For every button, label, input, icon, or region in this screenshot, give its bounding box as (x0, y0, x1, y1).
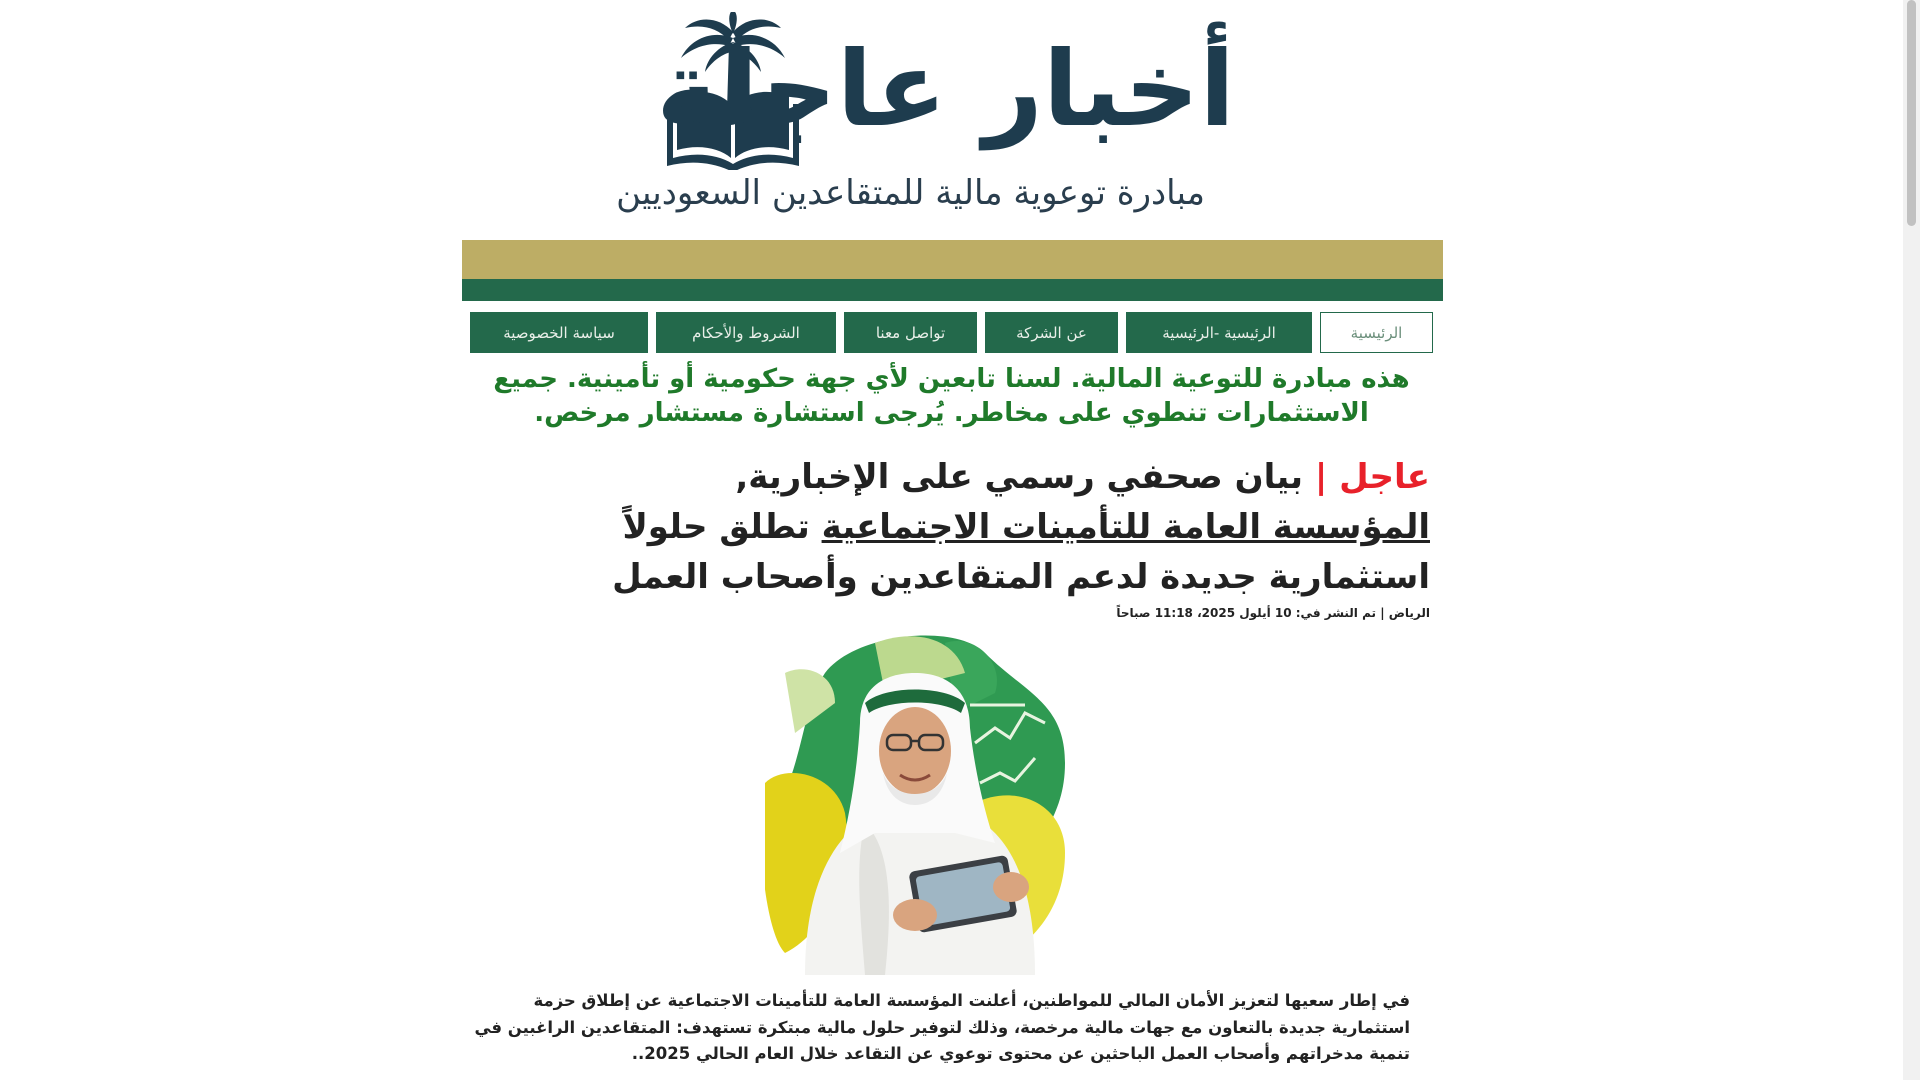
disclaimer-text: هذه مبادرة للتوعية المالية. لسنا تابعين لأي جهة حكومية أو تأمينية. جميع الاستثمارات تنطوي على مخاطر. يُرجى استشارة مستشار مرخص. (493, 364, 1410, 428)
main-nav (470, 312, 1433, 353)
nav-home-main[interactable]: الرئيسية -الرئيسية (1126, 312, 1312, 353)
nav-terms[interactable]: الشروط والأحكام (656, 312, 836, 353)
page-scrollbar[interactable] (1903, 0, 1920, 1080)
hero-image (765, 633, 1137, 975)
nav-home[interactable]: الرئيسية (1320, 312, 1433, 353)
article-headline (470, 452, 1430, 602)
header-gold-stripe (462, 240, 1443, 279)
headline-line1: بيان صحفي رسمي على الإخبارية, (735, 457, 1315, 497)
logo-title: أخبار عاجلة (656, 28, 1235, 150)
logo-subtitle: مبادرة توعوية مالية للمتقاعدين السعوديين (616, 173, 1205, 213)
header-green-stripe (462, 279, 1443, 301)
nav-privacy[interactable]: سياسة الخصوصية (470, 312, 648, 353)
headline-gosi-link[interactable]: المؤسسة العامة للتأمينات الاجتماعية (821, 507, 1430, 547)
nav-contact[interactable]: تواصل معنا (844, 312, 977, 353)
urgent-label: عاجل | (1314, 457, 1430, 497)
article-dateline: الرياض | تم النشر في: 10 أيلول 2025، 11:18 صباحاً (1116, 606, 1430, 620)
headline-rest: تطلق حلولاً استثمارية جديدة لدعم المتقاعدين وأصحاب العمل (612, 507, 1430, 597)
site-logo[interactable] (616, 8, 1235, 223)
scrollbar-thumb[interactable] (1907, 0, 1916, 226)
article-paragraph: في إطار سعيها لتعزيز الأمان المالي للمواطنين، أعلنت المؤسسة العامة للتأمينات الاجتماعية عن إطلاق حزمة استثمارية جديدة بالتعاون مع جهات مالية مرخصة، وذلك لتوفير حلول مالية مبتكرة تستهدف: المتقاعدين الراغبين في تنمية مدخراتهم وأصحاب العمل الباحثين عن محتوى توعوي عن التقاعد خلال العام الحالي 2025.. (474, 991, 1410, 1063)
nav-about[interactable]: عن الشركة (985, 312, 1118, 353)
